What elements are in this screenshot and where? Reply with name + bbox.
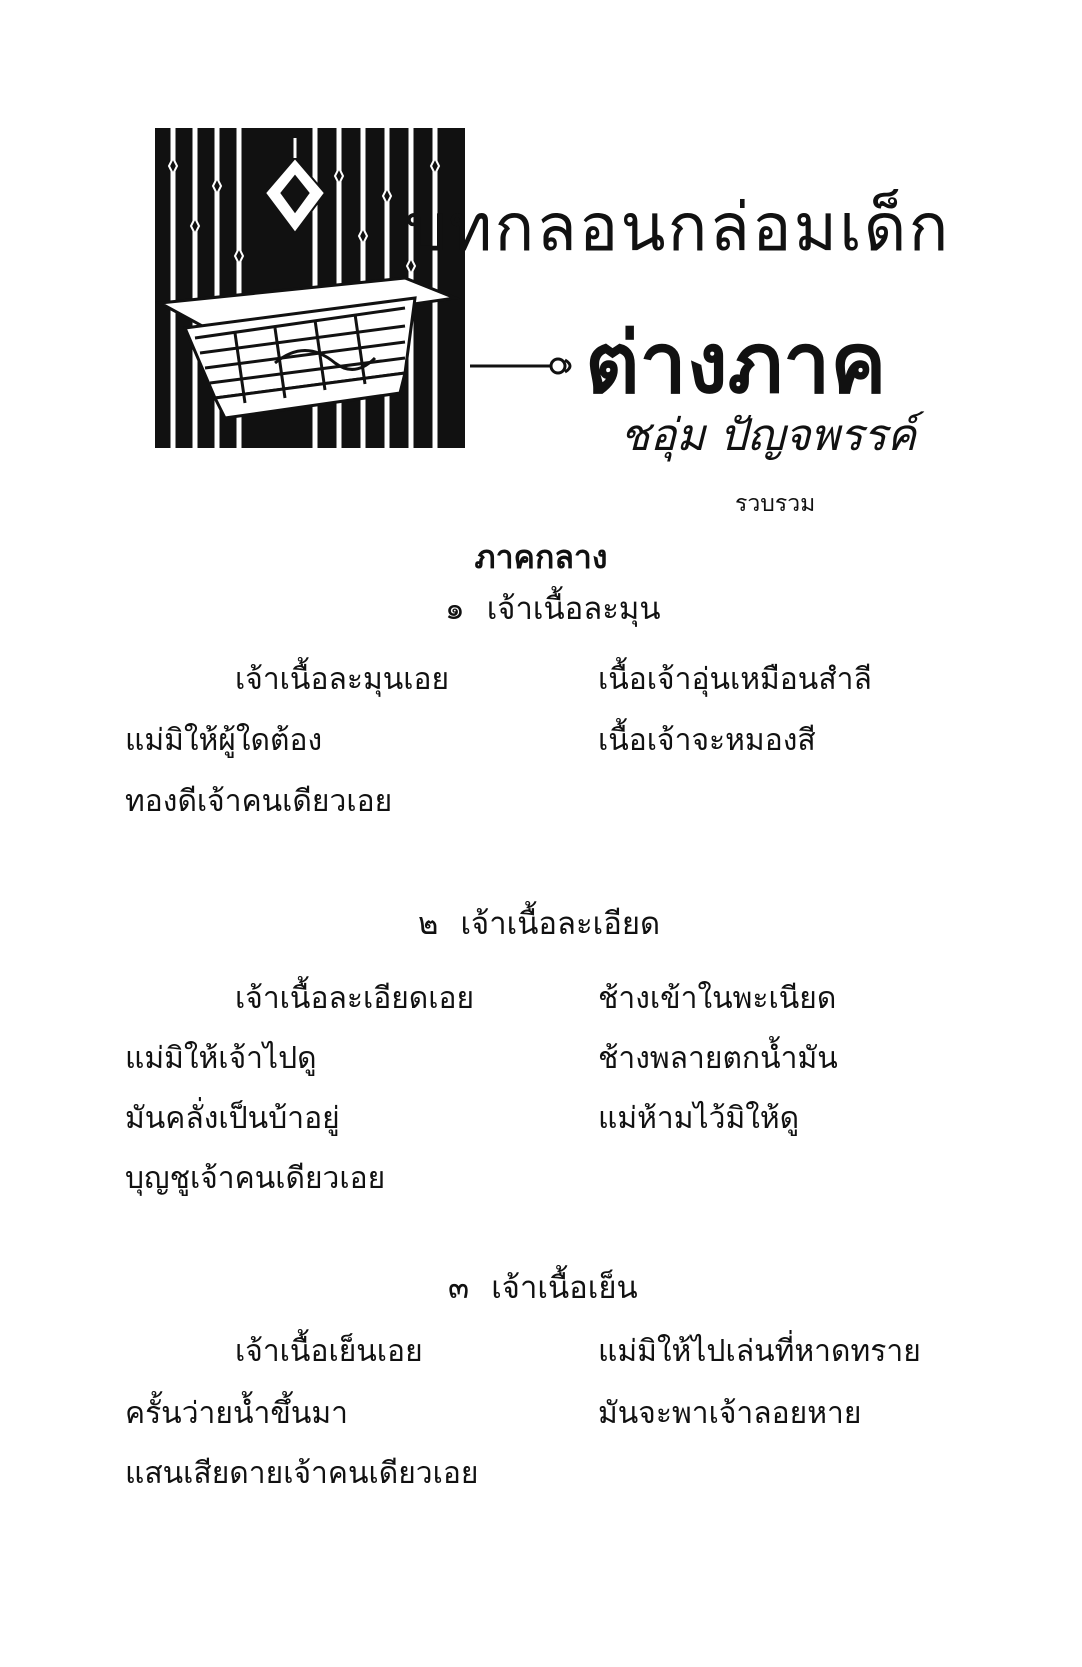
poem-title-text: เจ้าเนื้อละมุน — [486, 591, 661, 627]
poem-line: แม่มิให้เจ้าไปดู — [125, 1041, 317, 1076]
poem-line: เจ้าเนื้อเย็นเอย — [235, 1334, 423, 1369]
poem-title — [448, 1262, 638, 1312]
poem-line: เนื้อเจ้าอุ่นเหมือนสำลี — [598, 662, 872, 697]
poem-line: แม่มิให้ผู้ใดต้อง — [125, 723, 323, 758]
poem-line: ทองดีเจ้าคนเดียวเอย — [125, 784, 393, 819]
title-line-1: บทกลอนกล่อมเด็ก — [405, 189, 951, 266]
decorative-connector — [470, 352, 580, 382]
poem-line: ช้างพลายตกน้ำมัน — [598, 1041, 838, 1076]
section-title: ภาคกลาง — [474, 538, 608, 576]
poem-line: เจ้าเนื้อละเอียดเอย — [235, 981, 475, 1016]
poem-line: บุญชูเจ้าคนเดียวเอย — [125, 1161, 386, 1196]
poem-title-text: เจ้าเนื้อละเอียด — [460, 906, 661, 942]
author-signature: ชอุ่ม ปัญจพรรค์ — [620, 410, 917, 461]
poem-line: ครั้นว่ายน้ำขึ้นมา — [125, 1396, 348, 1431]
poem-line: เจ้าเนื้อละมุนเอย — [235, 662, 450, 697]
poem-title-text: เจ้าเนื้อเย็น — [491, 1270, 638, 1306]
poem-line: แสนเสียดายเจ้าคนเดียวเอย — [125, 1456, 479, 1491]
poem-line: มันจะพาเจ้าลอยหาย — [598, 1396, 862, 1431]
poem-line: เนื้อเจ้าจะหมองสี — [598, 723, 816, 758]
compiler-note: รวบรวม — [735, 491, 816, 517]
title-line-2: ต่างภาค — [585, 314, 887, 412]
poem-number: ๑ — [445, 591, 465, 627]
poem-number: ๒ — [418, 906, 439, 942]
poem-line: มันคลั่งเป็นบ้าอยู่ — [125, 1101, 340, 1136]
poem-title — [445, 583, 661, 633]
poem-line: แม่มิให้ไปเล่นที่หาดทราย — [598, 1334, 921, 1369]
poem-line: แม่ห้ามไว้มิให้ดู — [598, 1101, 800, 1136]
poem-title — [418, 898, 660, 948]
poem-number: ๓ — [448, 1270, 470, 1306]
poem-line: ช้างเข้าในพะเนียด — [598, 981, 837, 1016]
